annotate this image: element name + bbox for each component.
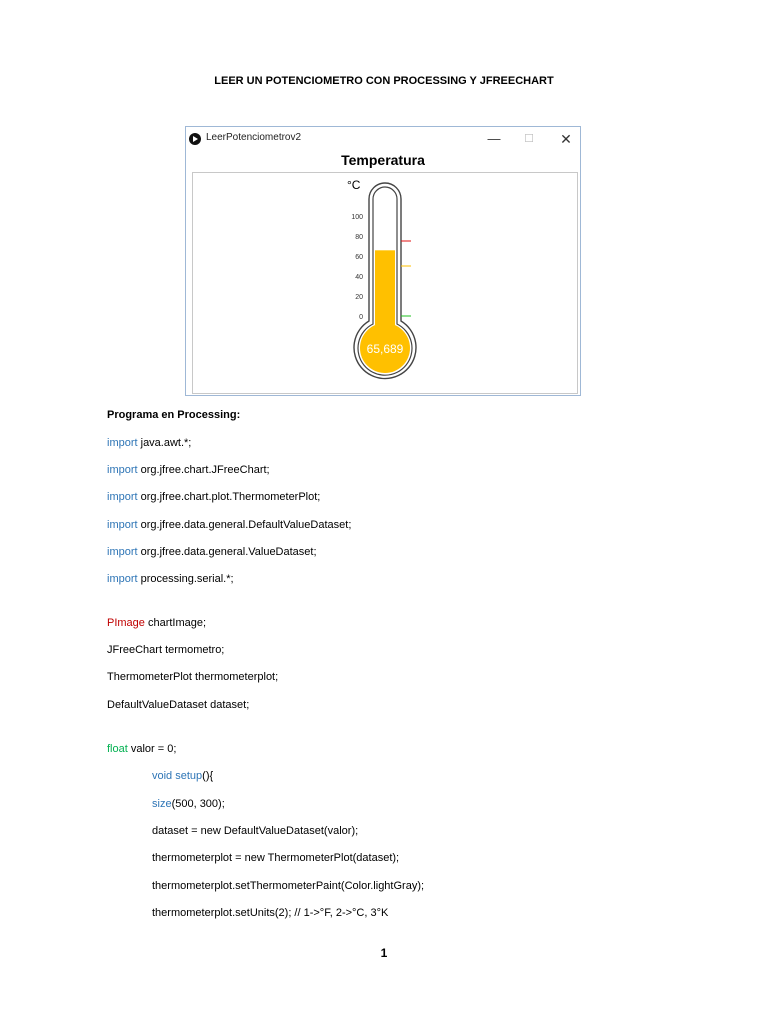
code-text: chartImage;: [144, 617, 207, 629]
page-number: 1: [380, 946, 388, 960]
code-line: [107, 491, 320, 503]
code-text: processing.serial.*;: [137, 573, 234, 585]
section-heading: [107, 409, 240, 421]
value-label: 65,689: [366, 342, 404, 356]
code-keyword: import: [107, 464, 138, 476]
code-text: org.jfree.chart.JFreeChart;: [137, 464, 270, 476]
thermometer-plot: [192, 172, 578, 394]
code-text: org.jfree.data.general.ValueDataset;: [137, 546, 317, 558]
tick-label: 20: [355, 294, 363, 301]
code-line: [107, 671, 278, 683]
code-line: [152, 880, 424, 892]
code-line: [107, 644, 224, 656]
code-line: [152, 825, 358, 837]
code-text: java.awt.*;: [137, 437, 192, 449]
code-keyword: float: [107, 743, 128, 755]
code-text: valor = 0;: [127, 743, 177, 755]
close-button[interactable]: ✕: [560, 131, 572, 147]
window-titlebar[interactable]: [186, 127, 580, 151]
code-line: [107, 437, 191, 449]
code-text: dataset = new DefaultValueDataset(valor);: [152, 825, 359, 837]
code-line: [107, 464, 270, 476]
code-keyword: PImage: [107, 617, 145, 629]
code-line: [152, 770, 213, 782]
code-keyword: import: [107, 437, 138, 449]
code-text: thermometerplot = new ThermometerPlot(dataset);: [152, 852, 400, 864]
code-text: JFreeChart termometro;: [107, 644, 225, 656]
code-keyword: import: [107, 546, 138, 558]
code-line: [152, 798, 225, 810]
document-title: LEER UN POTENCIOMETRO CON PROCESSING Y JFREECHART: [214, 75, 554, 87]
unit-label: °C: [347, 178, 361, 192]
tick-label: 60: [355, 254, 363, 261]
code-keyword: import: [107, 573, 138, 585]
code-text: org.jfree.data.general.DefaultValueDataset;: [137, 519, 352, 531]
code-line: [107, 743, 176, 755]
tick-label: 100: [351, 214, 363, 221]
code-line: [107, 546, 317, 558]
code-line: [152, 907, 388, 919]
code-line: [152, 852, 399, 864]
code-text: org.jfree.chart.plot.ThermometerPlot;: [137, 491, 321, 503]
processing-app-icon: [189, 133, 201, 145]
app-window: [185, 126, 581, 396]
code-text: (){: [202, 770, 214, 782]
code-line: [107, 573, 234, 585]
code-text: thermometerplot.setUnits(2); // 1->°F, 2->°C, 3°K: [152, 907, 389, 919]
code-text: DefaultValueDataset dataset;: [107, 699, 250, 711]
code-line: [107, 699, 249, 711]
maximize-button[interactable]: ☐: [524, 133, 534, 145]
code-text: ThermometerPlot thermometerplot;: [107, 671, 279, 683]
code-keyword: void: [152, 770, 173, 782]
code-keyword: import: [107, 491, 138, 503]
code-keyword: setup: [175, 770, 203, 782]
section-heading-text: Programa en Processing:: [107, 409, 241, 421]
code-line: [107, 617, 206, 629]
code-text: (500, 300);: [171, 798, 225, 810]
tick-label: 80: [355, 234, 363, 241]
code-text: thermometerplot.setThermometerPaint(Color.lightGray);: [152, 880, 425, 892]
window-title: LeerPotenciometrov2: [206, 132, 302, 143]
tick-label: 0: [359, 314, 363, 321]
code-keyword: import: [107, 519, 138, 531]
thermometer-chart: [193, 173, 577, 393]
thermometer-mercury: [375, 250, 395, 338]
code-line: [107, 519, 351, 531]
code-keyword: size: [152, 798, 172, 810]
minimize-button[interactable]: —: [487, 131, 501, 146]
tick-label: 40: [355, 274, 363, 281]
chart-title: Temperatura: [341, 152, 425, 168]
